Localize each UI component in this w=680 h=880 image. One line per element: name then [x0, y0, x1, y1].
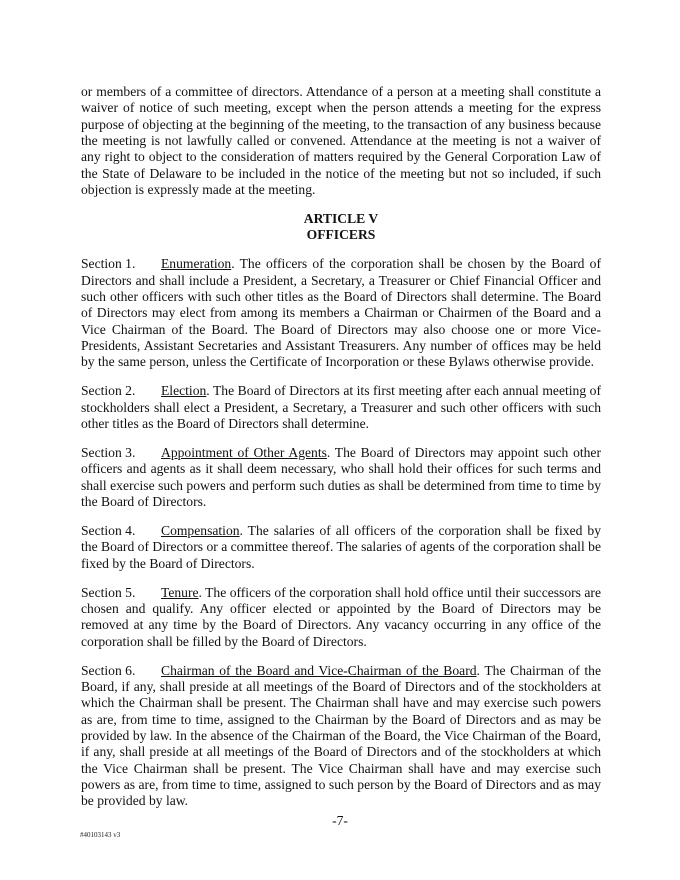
section-title: Enumeration — [161, 256, 232, 272]
section-body: . The Board of Directors may appoint such other officers and agents as it shall deem necessary, who shall hold their offices for such terms and shall exercise such powers and perform such duties as shall be determined from time to time by the Board of Directors. — [81, 445, 601, 510]
section-title: Compensation — [161, 523, 240, 538]
section-label: Section 2. — [81, 383, 136, 399]
section-label: Section 5. — [81, 584, 136, 600]
section-body: . The Board of Directors at its first meeting after each annual meeting of stockholders shall elect a President, a Secretary, a Treasurer and such other officers with such other titles as the Board of Directors shall determine. — [81, 383, 601, 432]
article-title: OFFICERS — [306, 227, 376, 243]
section-4 — [81, 523, 601, 572]
section-label: Section 3. — [81, 445, 136, 461]
section-6 — [81, 663, 601, 810]
document-page — [81, 84, 601, 822]
document-id: #40103143 v3 — [80, 831, 121, 839]
section-body: . The officers of the corporation shall hold office until their successors are chosen and qualify. Any officer elected or appointed by the Board of Directors may be removed at any time by the Board of Directors. Any vacancy occurring in any office of the corporation shall be filled by the Board of Directors. — [81, 584, 601, 649]
section-body: . The officers of the corporation shall be chosen by the Board of Directors and shall include a President, a Secretary, a Treasurer or Chief Financial Officer and such other officers with such other titles as the Board of Directors shall determine. The Board of Directors may elect from among its members a Chairman or Chairmen of the Board and a Vice Chairman of the Board. The Board of Directors may also choose one or more Vice-Presidents, Assistant Secretaries and Assistant Treasurers. Any number of offices may be held by the same person, unless the Certificate of Incorporation or these Bylaws otherwise provide. — [81, 256, 601, 370]
section-title: Election — [161, 383, 207, 399]
article-number: ARTICLE V — [303, 211, 379, 226]
section-title: Appointment of Other Agents — [161, 445, 327, 461]
section-1 — [81, 256, 601, 370]
section-body: . The Chairman of the Board, if any, shall preside at all meetings of the Board of Directors and of the stockholders at which the Chairman shall be present. The Chairman shall have and may exercise such powers as are, from time to time, assigned to the Chairman by the Board of Directors and as may be provided by law. In the absence of the Chairman of the Board, the Vice Chairman of the Board, if any, shall preside at all meetings of the Board of Directors and of the stockholders at which the Vice Chairman shall be present. The Vice Chairman shall have and may exercise such powers as are, from time to time, assigned to such person by the Board of Directors and as may be provided by law. — [81, 662, 601, 809]
section-3 — [81, 445, 601, 510]
section-title: Tenure — [161, 584, 199, 600]
section-body: . The salaries of all officers of the corporation shall be fixed by the Board of Directors or a committee thereof. The salaries of agents of the corporation shall be fixed by the Board of Directors. — [81, 523, 601, 571]
section-label: Section 4. — [81, 523, 136, 538]
article-heading — [81, 211, 601, 243]
intro-paragraph: or members of a committee of directors. Attendance of a person at a meeting shall constitute a waiver of notice of such meeting, except when the person attends a meeting for the express purpose of objecting at the beginning of the meeting, to the transaction of any business because the meeting is not lawfully called or convened. Attendance at the meeting is not a waiver of any right to object to the consideration of matters required by the General Corporation Law of the State of Delaware to be included in the notice of the meeting but not so included, if such objection is expressly made at the meeting. — [81, 84, 601, 198]
section-5 — [81, 585, 601, 650]
section-2 — [81, 383, 601, 432]
section-label: Section 6. — [81, 662, 136, 678]
section-label: Section 1. — [81, 256, 136, 272]
section-title: Chairman of the Board and Vice-Chairman of the Board — [161, 662, 477, 678]
page-number: -7- — [332, 813, 348, 828]
